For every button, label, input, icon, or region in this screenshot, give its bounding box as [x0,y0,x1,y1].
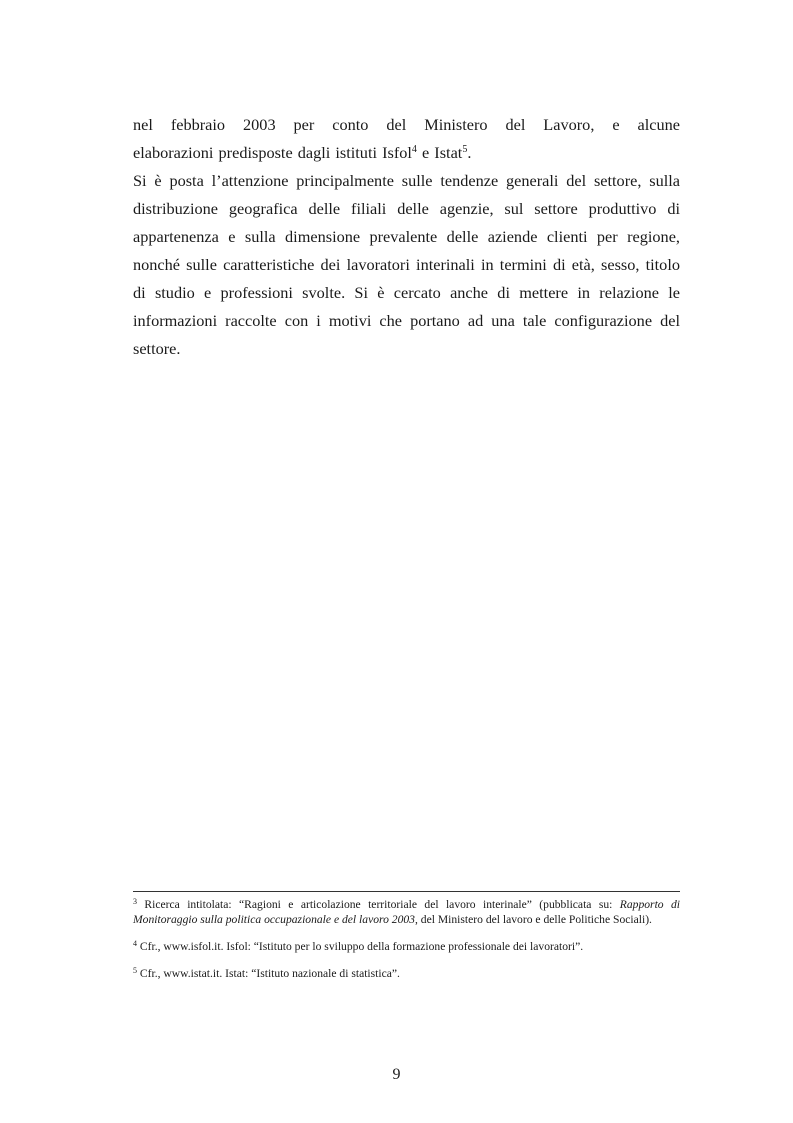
footnote-text: Cfr., www.isfol.it. Isfol: “Istituto per lo sviluppo della formazione professionale dei lavoratori”. [137,940,584,953]
footnote-divider [133,891,680,892]
footnote-text: Cfr., www.istat.it. Istat: “Istituto nazionale di statistica”. [137,967,400,980]
text-segment: . [467,143,472,162]
page-number: 9 [392,1066,401,1083]
footnotes [133,897,680,993]
footnote-3 [133,897,680,927]
footnote-title: Rapporto di Monitoraggio sulla politica occupazionale e del lavoro 2003 [133,898,680,926]
paragraph-line: nel febbraio 2003 per conto del Ministero del Lavoro, e alcune [133,115,680,134]
paragraph-line [133,139,680,167]
footnote-5 [133,966,680,981]
footnote-4 [133,939,680,954]
paragraph: Si è posta l’attenzione principalmente sulle tendenze generali del settore, sulla distribuzione geografica delle filiali delle agenzie, sul settore produttivo di appartenenza e sulla dimensione prevalente delle aziende clienti per regione, nonché sulle caratteristiche dei lavoratori interinali in termini di età, sesso, titolo di studio e professioni svolte. Si è cercato anche di mettere in relazione le informazioni raccolte con i motivi che portano ad una tale configurazione del settore. [133,171,680,358]
footnote-text: Ricerca intitolata: “Ragioni e articolazione territoriale del lavoro interinale” (pubblicata su: [137,898,620,911]
footnote-mark: 3 [133,897,137,906]
footnote-text: , del Ministero del lavoro e delle Politiche Sociali). [414,913,652,926]
footnote-mark: 4 [133,939,137,948]
footnote-ref-4: 4 [411,144,417,155]
footnote-mark: 5 [133,966,137,975]
body-text [133,111,680,363]
footnote-ref-5: 5 [462,144,468,155]
text-segment: elaborazioni predisposte dagli istituti Isfol [133,143,412,162]
text-segment: e Istat [416,143,463,162]
